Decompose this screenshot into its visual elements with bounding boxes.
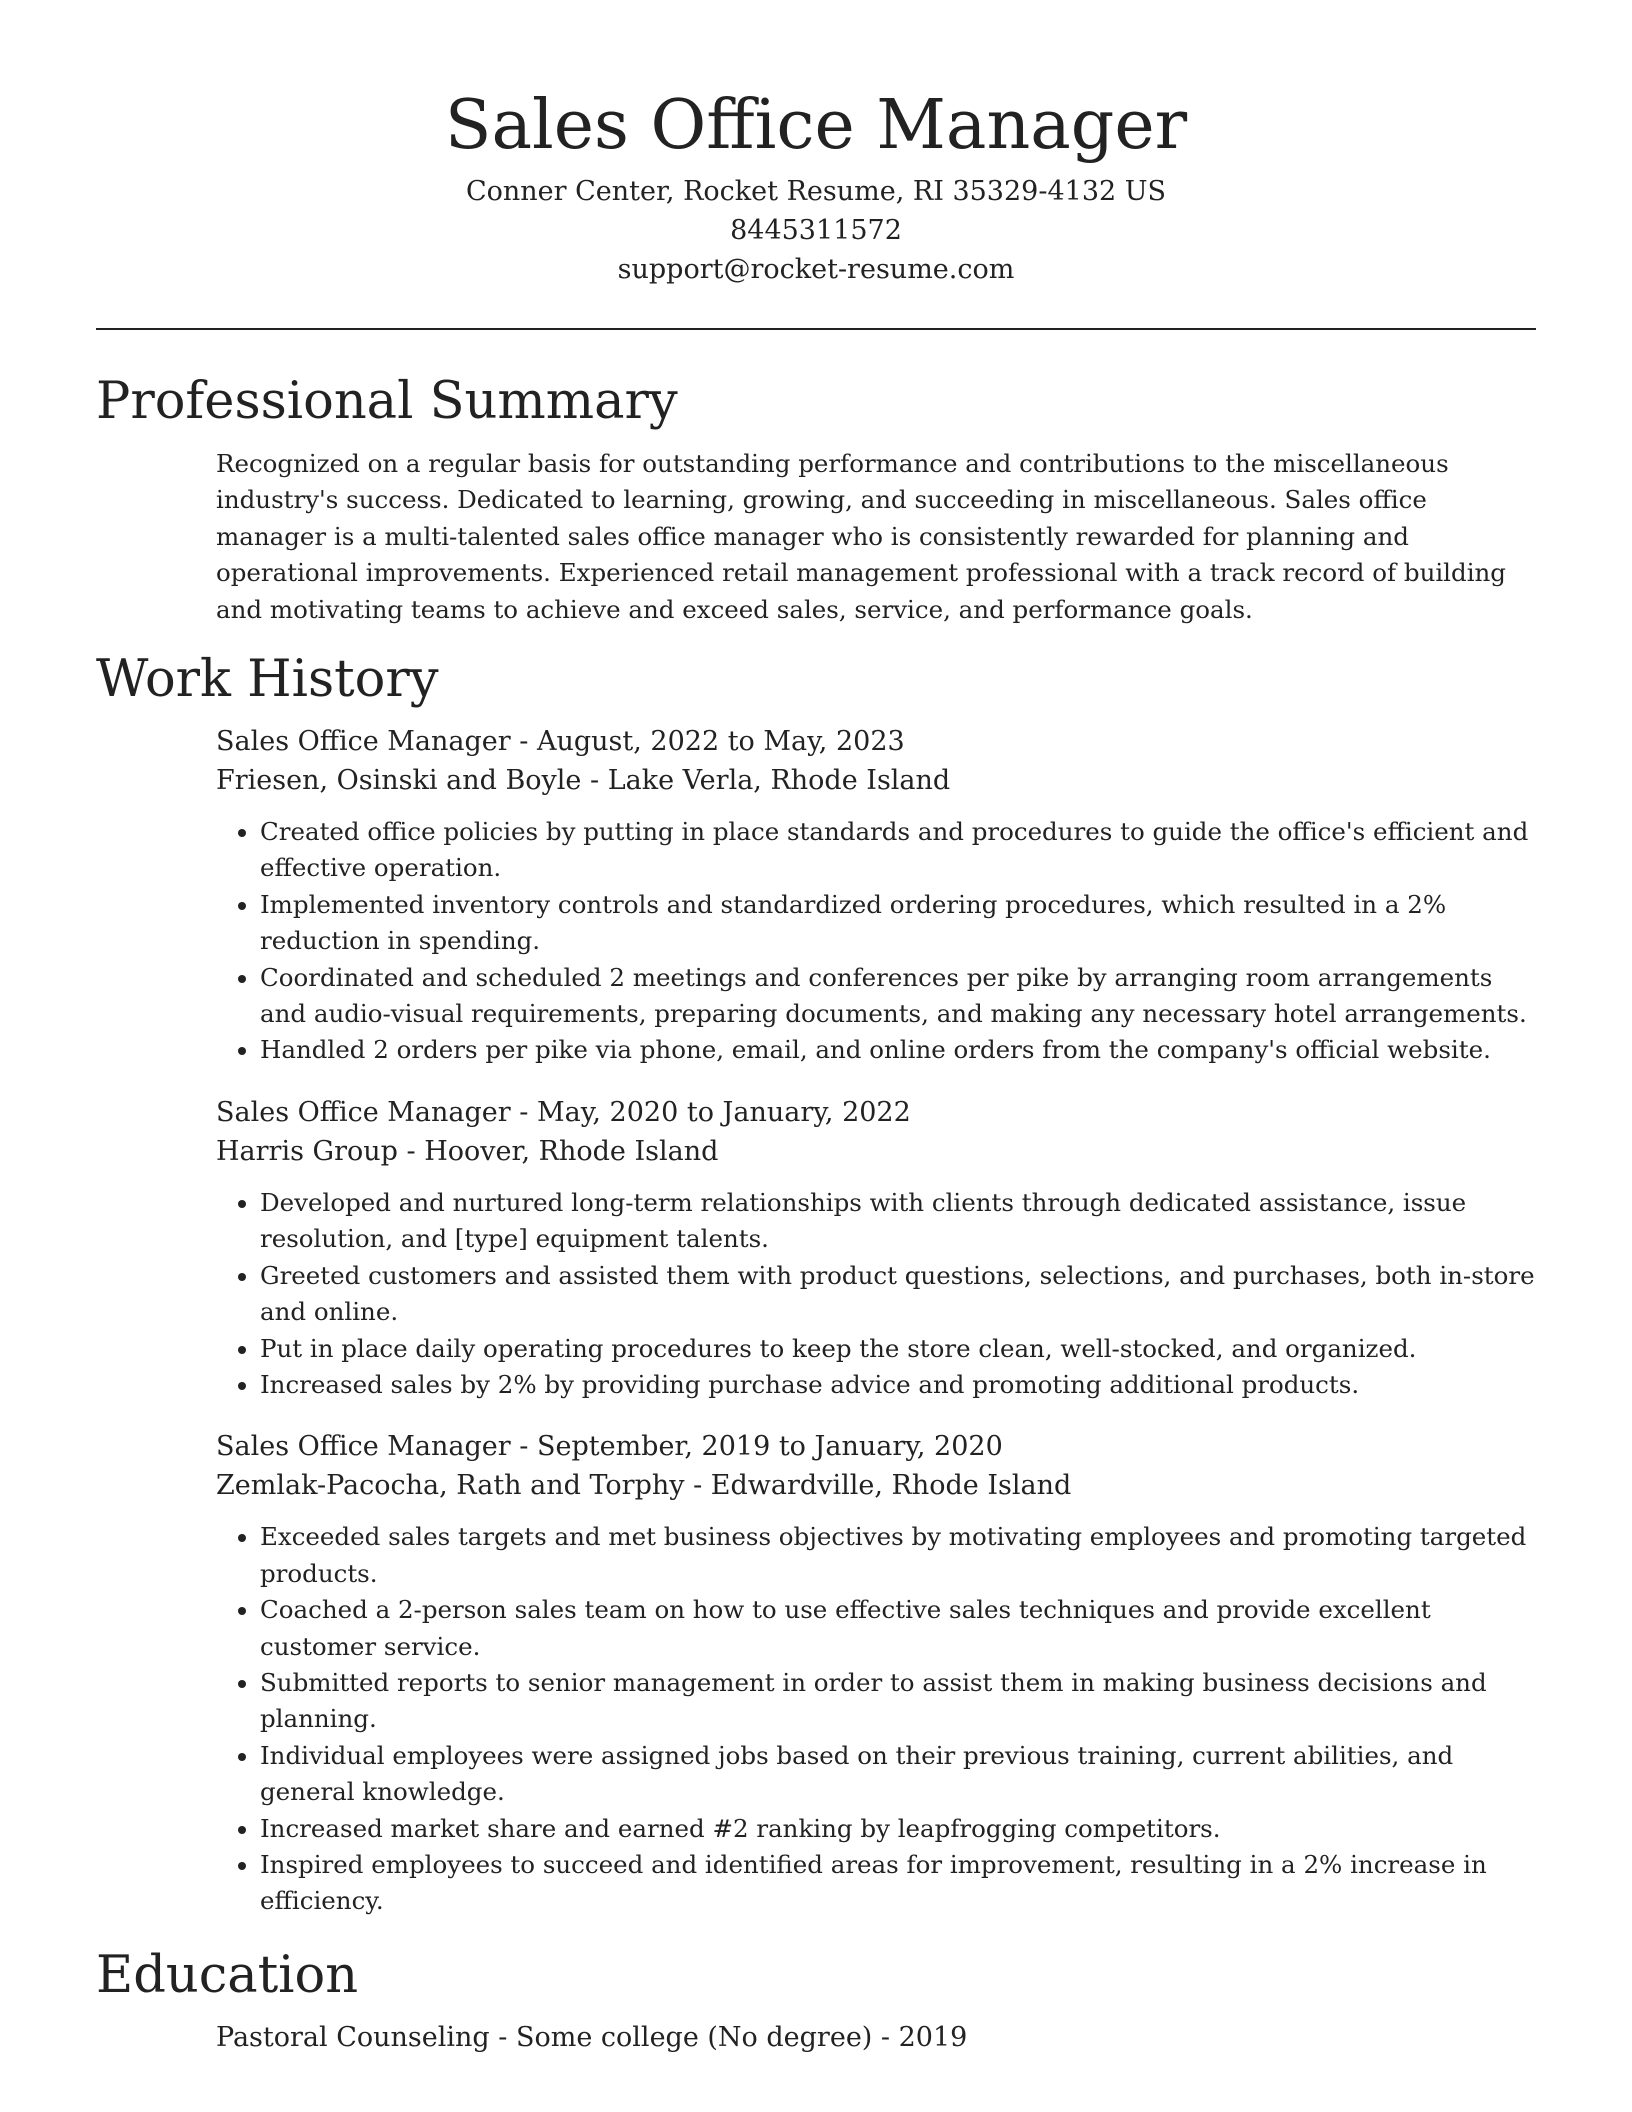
job-company: Friesen, Osinski and Boyle <box>216 765 582 797</box>
job-bullet: • Handled 2 orders per pike via phone, email, and online orders from the company's official website. <box>260 1032 1536 1068</box>
summary-title: Professional Summary <box>96 372 678 431</box>
education-title: Education <box>96 1945 359 2005</box>
job-company-line <box>216 1132 1536 1171</box>
job-company: Harris Group <box>216 1135 398 1167</box>
job-title-line <box>216 1093 1536 1132</box>
job-entry <box>216 1093 1536 1403</box>
job-company-line <box>216 761 1536 800</box>
education-entry <box>216 2018 1536 2057</box>
education-field: Pastoral Counseling <box>216 2021 490 2053</box>
summary-text: Recognized on a regular basis for outstanding performance and contributions to the miscellaneous industry's success. Dedicated to learning, growing, and succeeding in miscellaneous. Sales office manager is a multi-talented sales office manager who is consistently rewarded for planning and operational improvements. Experienced retail management professional with a track record of building and motivating teams to achieve and exceed sales, service, and performance goals. <box>216 449 1506 624</box>
job-bullet: • Created office policies by putting in place standards and procedures to guide the office's efficient and effective operation. <box>260 814 1536 887</box>
job-location: - Hoover, Rhode Island <box>397 1135 719 1167</box>
education-section <box>96 1944 1536 2057</box>
job-location: - Lake Verla, Rhode Island <box>581 765 951 797</box>
job-location: - Edwardville, Rhode Island <box>684 1470 1072 1502</box>
job-bullet: • Inspired employees to succeed and identified areas for improvement, resulting in a 2% increase in efficiency. <box>260 1847 1536 1920</box>
job-role: Sales Office Manager <box>216 1096 511 1128</box>
resume-header <box>96 0 1536 289</box>
header-divider <box>96 328 1536 330</box>
contact-address: Conner Center, Rocket Resume, RI 35329-4132 US <box>465 176 1167 207</box>
work-history-title: Work History <box>96 650 439 710</box>
job-bullets <box>216 1185 1536 1403</box>
job-entry <box>216 1427 1536 1919</box>
education-detail: - Some college (No degree) - 2019 <box>489 2021 968 2053</box>
job-bullet: • Coordinated and scheduled 2 meetings and conferences per pike by arranging room arrangements and audio-visual requirements, preparing documents, and making any necessary hotel arrangements. <box>260 960 1536 1033</box>
job-bullet: • Developed and nurtured long-term relationships with clients through dedicated assistance, issue resolution, and [type] equipment talents. <box>260 1185 1536 1258</box>
contact-email: support@rocket-resume.com <box>617 254 1015 285</box>
job-bullets <box>216 1519 1536 1919</box>
job-dates: - May, 2020 to January, 2022 <box>510 1096 911 1128</box>
work-history-section <box>96 648 1536 1920</box>
resume-page <box>96 0 1536 2057</box>
job-role: Sales Office Manager <box>216 1431 511 1463</box>
job-bullet: • Put in place daily operating procedures to keep the store clean, well-stocked, and organized. <box>260 1331 1536 1367</box>
resume-name: Sales Office Manager <box>444 86 1188 165</box>
job-dates: - August, 2022 to May, 2023 <box>510 726 905 758</box>
job-role: Sales Office Manager <box>216 726 511 758</box>
job-bullet: • Implemented inventory controls and standardized ordering procedures, which resulted in a 2% reduction in spending. <box>260 887 1536 960</box>
job-bullet: • Coached a 2-person sales team on how to use effective sales techniques and provide excellent customer service. <box>260 1592 1536 1665</box>
job-bullet: • Increased market share and earned #2 ranking by leapfrogging competitors. <box>260 1811 1536 1847</box>
job-entry <box>216 722 1536 1069</box>
summary-section <box>96 370 1536 628</box>
job-bullet: • Greeted customers and assisted them with product questions, selections, and purchases, both in-store and online. <box>260 1258 1536 1331</box>
job-company: Zemlak-Pacocha, Rath and Torphy <box>216 1470 685 1502</box>
job-title-line <box>216 722 1536 761</box>
job-bullet: • Individual employees were assigned jobs based on their previous training, current abilities, and general knowledge. <box>260 1738 1536 1811</box>
job-bullet: • Increased sales by 2% by providing purchase advice and promoting additional products. <box>260 1367 1536 1403</box>
job-company-line <box>216 1466 1536 1505</box>
job-bullet: • Exceeded sales targets and met business objectives by motivating employees and promoting targeted products. <box>260 1519 1536 1592</box>
job-bullet: • Submitted reports to senior management in order to assist them in making business decisions and planning. <box>260 1665 1536 1738</box>
job-title-line <box>216 1427 1536 1466</box>
job-dates: - September, 2019 to January, 2020 <box>510 1431 1003 1463</box>
contact-phone: 8445311572 <box>730 215 902 246</box>
job-bullets <box>216 814 1536 1069</box>
